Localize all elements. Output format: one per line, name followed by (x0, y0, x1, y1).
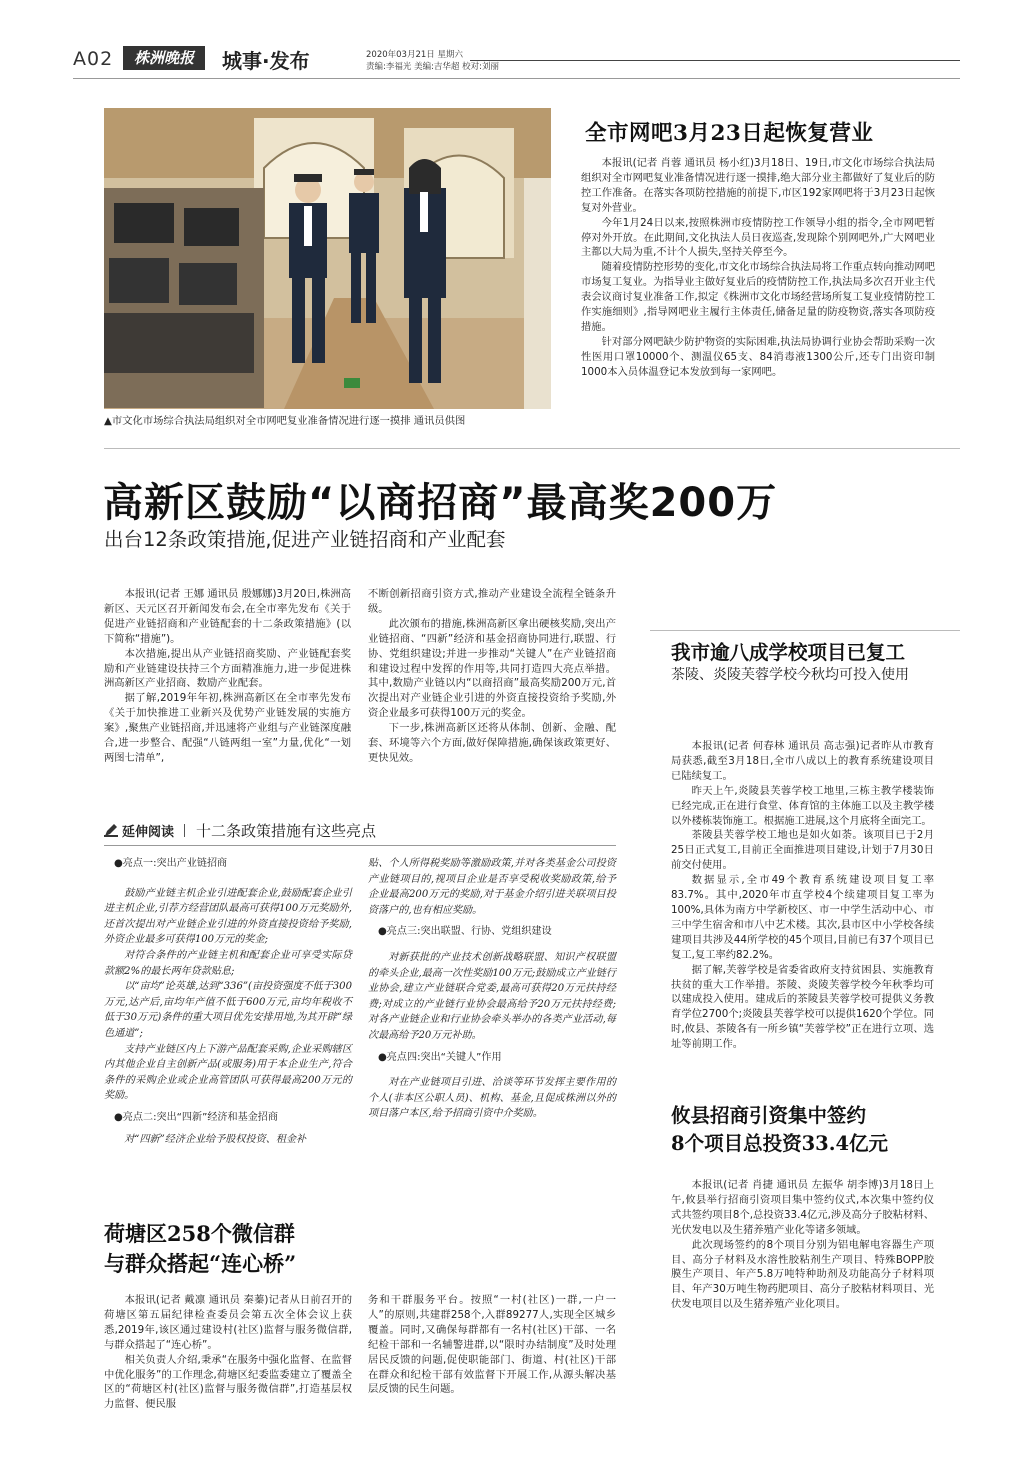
date-line: 2020年03月21日 星期六 (366, 50, 463, 60)
masthead-rule-bottom (73, 78, 960, 79)
extended-tag-divider (184, 824, 185, 837)
editor-line: 责编:李福光 美编:吉华超 校对:刘丽 (366, 62, 499, 72)
masthead (0, 0, 1031, 80)
article4-title-line2: 8个项目总投资33.4亿元 (671, 1132, 889, 1155)
paragraph: 数据显示,全市49个教育系统建设项目复工率83.7%。其中,2020年市直学校4个续建项目复工率为100%,具体为南方中学新校区、市一中学生活动中心、市三中学生宿舍和市八中艺术楼。其次,县市区中小学校各续建项目共涉及44所学校的45个项目,目前已有37个项目已复工,复工率约82.2%。 (671, 874, 934, 961)
paragraph: 本次措施,提出从产业链招商奖励、产业链配套奖励和产业链建设扶持三个方面精准施力,进一步促进株洲高新区产业招商、数励产业配套。 (104, 647, 351, 690)
paragraph: 昨天上午,炎陵县芙蓉学校工地里,三栋主教学楼装饰已经完成,正在进行食堂、体育馆的主体施工以及主教学楼以外楼栋装饰施工。根据施工进展,这个月底将全面完工。 (671, 784, 934, 827)
photo-illustration (104, 108, 551, 409)
paragraph: 本报讯(记者 肖蓉 通讯员 杨小红)3月18日、19日,市文化市场综合执法局组织对全市网吧复业准备情况进行逐一摸排,绝大部分业主都做好了复业后的防控工作准备。在落实各项防控措施的前提下,市区192家网吧将于3月23日起恢复对外营业。 (581, 157, 935, 214)
paragraph: 此次现场签约的8个项目分别为铝电解电容器生产项目、高分子材料及水溶性胶粘剂生产项目、特殊BOPP胶膜生产项目、年产5.8万吨特种助剂及功能高分子材料项目、年产30万吨生物药肥项目、高分子胶粘材料项目、光伏发电项目以及生猪养殖产业化项目。 (671, 1238, 934, 1311)
paragraph: 对新获批的产业技术创新战略联盟、知识产权联盟的牵头企业,最高一次性奖励100万元;鼓励成立产业链行业协会,建立产业链联合党委,最高可获得20万元扶持经费;对成立的产业链行业协会最高给予20万元扶持经费;对各产业链企业和行业协会牵头举办的各类产业活动,每次最高给予20万元补助。 (368, 951, 616, 1041)
paragraph: 贴、个人所得税奖励等激励政策,并对各类基金公司投资产业链项目的,视项目企业是否享受税收奖励政策,给予企业最高200万元的奖励,对于基金介绍引进关联项目投资落户的,也有相应奖励。 (368, 858, 616, 916)
paper-logo: 株洲晚报 (123, 46, 205, 70)
right-column-divider (650, 630, 960, 631)
section-divider (104, 448, 960, 449)
paragraph: 对在产业链项目引进、洽谈等环节发挥主要作用的个人(非本区公职人员)、机构、基金,且促成株洲以外的项目落户本区,给予招商引资中介奖励。 (368, 1077, 616, 1120)
extended-reading-bar (104, 819, 616, 841)
paragraph: 以“亩均”论英雄,达到“336”(亩投资强度不低于300万元,达产后,亩均年产值不低于600万元,亩均年税收不低于30万元)条件的重大项目优先安排用地,为其开辟“绿色通道”; (104, 981, 353, 1039)
paragraph: 茶陵县芙蓉学校工地也是如火如荼。该项目已于2月25日正式复工,目前正全面推进项目建设,计划于7月30日前交付使用。 (671, 829, 934, 872)
extended-col2 (368, 856, 616, 1122)
highlight-heading: ●亮点四:突出“关键人”作用 (378, 1051, 502, 1063)
highlight-heading: ●亮点二:突出“四新”经济和基金招商 (114, 1111, 278, 1123)
paragraph: 相关负责人介绍,秉承“在服务中强化监督、在监督中优化服务”的工作理念,荷塘区纪委监委建立了覆盖全区的“荷塘区村(社区)监督与服务微信群”,打造基层权力监督、便民服 (104, 1353, 352, 1411)
article1-body (581, 156, 935, 380)
pen-icon (104, 822, 118, 836)
paragraph: 此次颁布的措施,株洲高新区拿出硬核奖励,突出产业链招商、“四新”经济和基金招商协同进行,联盟、行协、党组织建设;并进一步推动“关键人”在产业链招商和建设过程中发挥的作用等,共同打造四大亮点举措。其中,数励产业链以内“以商招商”最高奖励200万元,首次提出对产业链企业引进的外资直接投资给予奖励,外资企业最多可获得100万元的奖金。 (368, 617, 616, 720)
page-number: A02 (73, 48, 114, 70)
extended-tag: 延伸阅读 (122, 825, 175, 840)
paragraph: 对符合条件的产业链主机和配套企业可享受实际贷款额2%的最长两年贷款贴息; (104, 949, 352, 977)
article3-body (671, 739, 934, 1052)
paragraph: 下一步,株洲高新区还将从体制、创新、金融、配套、环境等六个方面,做好保障措施,确保该政策更好、更快见效。 (368, 722, 616, 764)
news-photo (104, 108, 551, 409)
paragraph: 本报讯(记者 戴凛 通讯员 秦蓁)记者从日前召开的荷塘区第五届纪律检查委员会第五次全体会议上获悉,2019年,该区通过建设村(社区)监督与服务微信群,与群众搭起了“连心桥”。 (104, 1294, 352, 1351)
section-title: 城事·发布 (222, 49, 310, 73)
masthead-rule (470, 60, 960, 61)
article2-col1 (104, 587, 351, 766)
paragraph: 据了解,2019年年初,株洲高新区在全市率先发布《关于加快推进工业新兴及优势产业链发展的实施方案》,聚焦产业链招商,并迅速将产业组与产业链深度融合,进一步整合、配强“八链两组一室”力量,优化“一划两图七清单”, (104, 692, 351, 764)
paragraph: 今年1月24日以来,按照株洲市疫情防控工作领导小组的指令,全市网吧暂停对外开放。在此期间,文化执法人员日夜巡查,发现除个别网吧外,广大网吧业主都以大局为重,不计个人损失,坚持关停至今。 (581, 216, 935, 259)
paragraph: 不断创新招商引资方式,推动产业建设全流程全链条升级。 (368, 588, 616, 615)
paragraph: 本报讯(记者 何春林 通讯员 高志强)记者昨从市教育局获悉,截至3月18日,全市八成以上的教育系统建设项目已陆续复工。 (671, 740, 934, 782)
article2-col2 (368, 587, 616, 766)
article4-body (671, 1178, 934, 1312)
article5-title-line1: 荷塘区258个微信群 (104, 1221, 295, 1246)
paragraph: 对“四新”经济企业给予股权投资、租金补 (124, 1133, 307, 1145)
paragraph: 随着疫情防控形势的变化,市文化市场综合执法局将工作重点转向推动网吧市场复工复业。为指导业主做好复业后的疫情防控工作,执法局多次召开业主代表会议商讨复业准备工作,拟定《株洲市文化市场经营场所复工复业疫情防控工作实施细则》,指导网吧业主履行主体责任,储备足量的防疫物资,落实各项防疫措施。 (581, 261, 935, 333)
highlight-heading: ●亮点一:突出产业链招商 (114, 858, 228, 869)
paragraph: 支持产业链区内上下游产品配套采购,企业采购辖区内其他企业自主创新产品(或服务)用于本企业生产,符合条件的采购企业或企业高管团队可获得最高200万元的奖励。 (104, 1043, 352, 1102)
article4-title-line1: 攸县招商引资集中签约 (671, 1104, 867, 1127)
paragraph: 鼓励产业链主机企业引进配套企业,鼓励配套企业引进主机企业,引荐方经营团队最高可获得100万元奖励外,还首次提出对产业链企业引进的外资直接投资给予奖励,外资企业最多可获得100万元的奖金; (104, 887, 352, 946)
highlight-heading: ●亮点三:突出联盟、行协、党组织建设 (378, 926, 552, 938)
article2-subtitle: 出台12条政策措施,促进产业链招商和产业配套 (104, 528, 506, 551)
paragraph: 据了解,芙蓉学校是省委省政府支持贫困县、实施教育扶贫的重大工作举措。茶陵、炎陵芙蓉学校今年秋季均可以建成投入使用。建成后的茶陵县芙蓉学校可提供义务教育学位2700个;炎陵县芙蓉学校可以提供1620个学位。同时,攸县、茶陵各有一所乡镇“芙蓉学校”正在进行立项、选址等前期工作。 (671, 963, 934, 1051)
article5-col1 (104, 1293, 352, 1412)
photo-caption: ▲市文化市场综合执法局组织对全市网吧复业准备情况进行逐一摸排 通讯员供图 (104, 415, 466, 427)
extended-title: 十二条政策措施有这些亮点 (196, 822, 377, 840)
article5-col2 (368, 1293, 616, 1397)
article1-title: 全市网吧3月23日起恢复营业 (585, 121, 874, 146)
article2-title: 高新区鼓励“以商招商”最高奖200万 (103, 480, 778, 526)
paragraph: 务和干群服务平台。按照“一村(社区)一群,一户一人”的原则,共建群258个,入群89277人,实现全区城乡覆盖。同时,又确保每群都有一名村(社区)干部、一名纪检干部和一名辅警进群,以“限时办结制度”及时处理居民反馈的问题,促使职能部门、街道、村(社区)干部在群众和纪检干部有效监督下开展工作,从源头解决基层反馈的民生问题。 (368, 1294, 616, 1396)
article3-title: 我市逾八成学校项目已复工 (671, 641, 906, 664)
extended-rule (104, 845, 616, 846)
extended-col1 (104, 856, 352, 1147)
article5-title-line2: 与群众搭起“连心桥” (104, 1251, 297, 1276)
article3-subtitle: 茶陵、炎陵芙蓉学校今秋均可投入使用 (671, 667, 909, 683)
paragraph: 针对部分网吧缺少防护物资的实际困难,执法局协调行业协会帮助采购一次性医用口罩10000个、测温仪65支、84消毒液1300公斤,还专门出资印制1000本入员体温登记本发放到每一家网吧。 (581, 335, 935, 378)
paragraph: 本报讯(记者 肖捷 通讯员 左振华 胡李博)3月18日上午,攸县举行招商引资项目集中签约仪式,本次集中签约仪式共签约项目8个,总投资33.4亿元,涉及高分子胶粘材料、光伏发电以及生猪养殖产业化等诸多领域。 (671, 1179, 934, 1236)
paragraph: 本报讯(记者 王娜 通讯员 殷娜娜)3月20日,株洲高新区、天元区召开新闻发布会,在全市率先发布《关于促进产业链招商和产业链配套的十二条政策措施》(以下简称“措施”)。 (104, 588, 351, 645)
